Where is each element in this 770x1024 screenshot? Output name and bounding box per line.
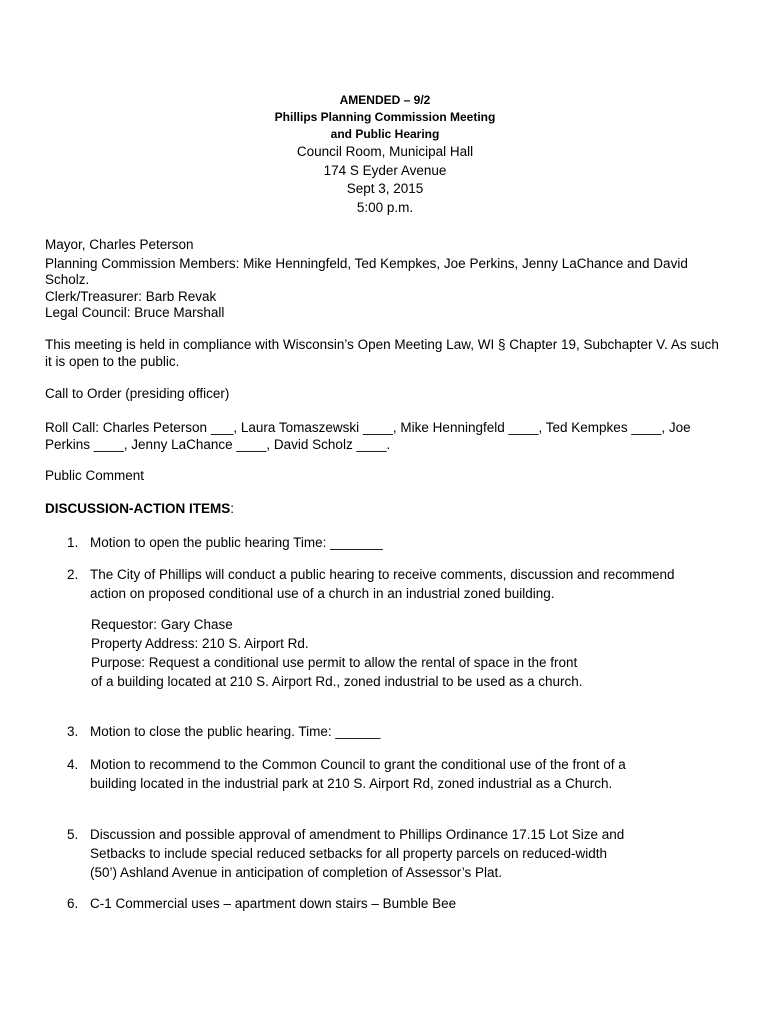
item-number: 1.: [67, 535, 79, 550]
public-comment: Public Comment: [45, 468, 145, 483]
item-number: 6.: [67, 896, 79, 911]
item-text: The City of Phillips will conduct a public hearing to receive comments, discussion and recommend action on proposed conditional use of a church in an industrial zoned building.: [90, 567, 675, 601]
requestor-line: Requestor: Gary Chase: [91, 617, 233, 632]
legal-line: Legal Council: Bruce Marshall: [45, 305, 225, 320]
meeting-time: 5:00 p.m.: [356, 200, 414, 216]
property-address-line: Property Address: 210 S. Airport Rd.: [91, 636, 309, 651]
meeting-address: 174 S Eyder Avenue: [323, 162, 447, 178]
discussion-heading: DISCUSSION-ACTION ITEMS: [45, 501, 231, 516]
discussion-heading-line: [45, 501, 725, 518]
item-text: Discussion and possible approval of amendment to Phillips Ordinance 17.15 Lot Size and Setbacks to include special reduced setbacks for all property parcels on reduced-width (50’) Ashland Avenue in anticipation of completion of Assessor’s Plat.: [90, 827, 625, 880]
attendees-block: [45, 237, 725, 322]
call-to-order: Call to Order (presiding officer): [45, 386, 230, 401]
item-number: 3.: [67, 724, 79, 739]
meeting-title: Phillips Planning Commission Meeting: [274, 110, 496, 124]
roll-call: Roll Call: Charles Peterson ___, Laura Tomaszewski ____, Mike Henningfeld ____, Ted Kempkes ____, Joe Perkins ____, Jenny LaChance ____, David Scholz ____.: [45, 420, 691, 452]
item-text: Motion to close the public hearing. Time: ______: [90, 724, 381, 739]
item-text: Motion to open the public hearing Time: _______: [90, 535, 383, 550]
meeting-date: Sept 3, 2015: [346, 181, 424, 197]
clerk-line: Clerk/Treasurer: Barb Revak: [45, 288, 217, 304]
meeting-subtitle: and Public Hearing: [330, 127, 440, 141]
commission-members: Planning Commission Members: Mike Henningfeld, Ted Kempkes, Joe Perkins, Jenny LaChance and David Scholz.: [45, 255, 688, 287]
item2-details: [91, 615, 611, 691]
meeting-location: Council Room, Municipal Hall: [296, 144, 474, 159]
discussion-colon: :: [230, 501, 235, 516]
item-number: 4.: [67, 757, 79, 772]
amended-label: AMENDED – 9/2: [339, 93, 431, 107]
item-text: Motion to recommend to the Common Council to grant the conditional use of the front of a building located in the industrial park at 210 S. Airport Rd, zoned industrial as a Church.: [90, 757, 626, 791]
purpose-line: Purpose: Request a conditional use permit to allow the rental of space in the front of a building located at 210 S. Airport Rd., zoned industrial to be used as a church.: [91, 655, 583, 689]
mayor-line: Mayor, Charles Peterson: [45, 237, 194, 252]
item-number: 2.: [67, 567, 79, 582]
compliance-statement: This meeting is held in compliance with Wisconsin’s Open Meeting Law, WI § Chapter 19, Subchapter V. As such it is open to the public.: [45, 337, 719, 369]
meeting-header: [0, 92, 770, 218]
item-number: 5.: [67, 827, 79, 842]
item-text: C-1 Commercial uses – apartment down stairs – Bumble Bee: [90, 896, 457, 911]
